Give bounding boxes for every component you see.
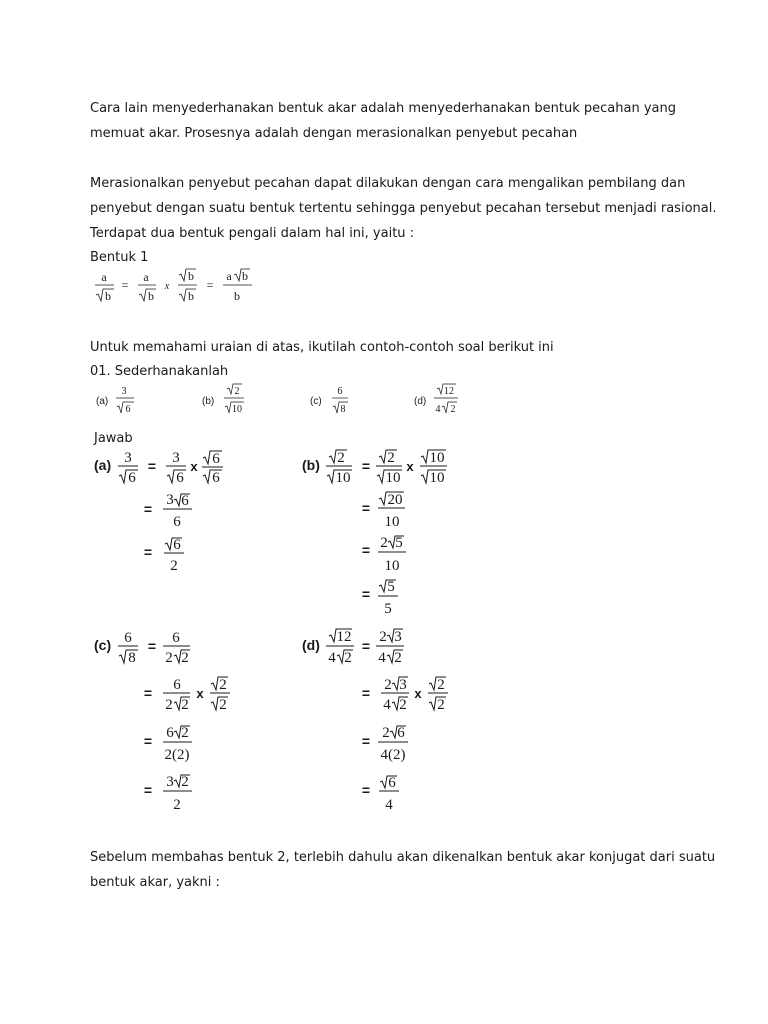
problem-b-den: 10 xyxy=(232,404,242,415)
ans-d-eq1: = xyxy=(361,638,371,654)
svg-text:6: 6 xyxy=(166,725,174,741)
closing-line-2: bentuk akar, yakni : xyxy=(90,875,220,890)
svg-text:2: 2 xyxy=(437,697,445,713)
f2-den-b: b xyxy=(148,289,154,303)
svg-text:2: 2 xyxy=(394,650,402,666)
svg-text:2: 2 xyxy=(399,697,407,713)
intro-paragraph xyxy=(90,96,690,146)
svg-text:6: 6 xyxy=(173,537,181,553)
ans-c-eq4: = xyxy=(143,782,153,798)
svg-text:4: 4 xyxy=(328,650,336,666)
svg-text:3: 3 xyxy=(166,774,174,790)
closing-line-1: Sebelum membahas bentuk 2, terlebih dahulu akan dikenalkan bentuk akar konjugat dari suatu xyxy=(90,850,716,865)
problem-a-den: 6 xyxy=(125,404,131,415)
ans-a-eq1: = xyxy=(147,458,157,474)
svg-text:2: 2 xyxy=(219,697,227,713)
svg-text:2: 2 xyxy=(382,725,390,741)
problem-c-num: 6 xyxy=(337,386,343,397)
svg-text:5: 5 xyxy=(387,579,395,595)
ans-a-times: x xyxy=(190,459,198,474)
ans-c-times: x xyxy=(196,686,204,701)
answers-heading: Jawab xyxy=(94,431,133,446)
ans-d-eq4: = xyxy=(361,782,371,798)
svg-text:3: 3 xyxy=(399,677,407,693)
ans-a-eq3: = xyxy=(143,544,153,560)
svg-text:2: 2 xyxy=(165,697,173,713)
ans-d-d3: 4(2) xyxy=(380,747,406,763)
svg-text:8: 8 xyxy=(128,650,136,666)
ans-a-d2: 6 xyxy=(173,514,181,530)
svg-text:6: 6 xyxy=(172,630,180,646)
worked-solutions xyxy=(90,446,470,826)
ans-d-label: (d) xyxy=(302,637,320,653)
ans-b-d4: 5 xyxy=(384,601,392,617)
bentuk1-heading: Bentuk 1 xyxy=(90,250,149,265)
ans-b-eq2: = xyxy=(361,500,371,516)
explanation-paragraph xyxy=(90,171,717,246)
svg-text:2: 2 xyxy=(387,450,395,466)
svg-text:12: 12 xyxy=(336,629,352,645)
closing-paragraph xyxy=(90,845,716,895)
ans-c-label: (c) xyxy=(94,637,112,653)
problems-row xyxy=(92,382,472,422)
ans-b-eq4: = xyxy=(361,586,371,602)
f2-num-a: a xyxy=(143,270,149,284)
svg-text:2: 2 xyxy=(437,677,445,693)
svg-text:6: 6 xyxy=(397,725,405,741)
svg-text:4: 4 xyxy=(383,697,391,713)
f1-eq-1: = xyxy=(121,278,129,292)
explanation-line-1: Merasionalkan penyebut pecahan dapat dilakukan dengan cara mengalikan pembilang dan xyxy=(90,176,686,191)
ans-d-eq2: = xyxy=(361,685,371,701)
problem-b-num: 2 xyxy=(234,386,240,397)
svg-text:10: 10 xyxy=(385,470,401,486)
svg-text:2: 2 xyxy=(337,450,345,466)
problem-d-label: (d) xyxy=(414,396,427,407)
svg-text:6: 6 xyxy=(212,470,220,486)
intro-line-2: memuat akar. Prosesnya adalah dengan merasionalkan penyebut pecahan xyxy=(90,126,578,141)
problem-d-den-rad: 2 xyxy=(450,404,456,415)
ans-a-d1: 6 xyxy=(128,470,136,486)
problem-a-label: (a) xyxy=(96,396,109,407)
svg-text:2: 2 xyxy=(379,629,387,645)
svg-text:20: 20 xyxy=(387,492,403,508)
ans-c-eq3: = xyxy=(143,733,153,749)
explanation-line-3: Terdapat dua bentuk pengali dalam hal ini, yaitu : xyxy=(90,226,415,241)
svg-text:2: 2 xyxy=(344,650,352,666)
examples-intro: Untuk memahami uraian di atas, ikutilah contoh-contoh soal berikut ini xyxy=(90,340,554,355)
svg-text:2: 2 xyxy=(181,725,189,741)
problem-d-den-coef: 4 xyxy=(435,404,441,415)
ans-b-d2: 10 xyxy=(384,514,400,530)
ans-d-eq3: = xyxy=(361,733,371,749)
f4-num-b: b xyxy=(242,269,248,283)
bentuk1-formula xyxy=(90,266,270,308)
ans-b-eq1: = xyxy=(361,458,371,474)
f1-times: x xyxy=(164,281,170,292)
svg-text:2: 2 xyxy=(181,650,189,666)
ans-c-eq2: = xyxy=(143,685,153,701)
f4-den-b: b xyxy=(234,289,240,303)
svg-text:6: 6 xyxy=(388,775,396,791)
svg-text:4: 4 xyxy=(378,650,386,666)
ans-c-d3: 2(2) xyxy=(164,747,190,763)
svg-text:6: 6 xyxy=(212,451,220,467)
problem-c-label: (c) xyxy=(310,396,322,407)
ans-b-times: x xyxy=(406,459,414,474)
ans-b-label: (b) xyxy=(302,457,320,473)
svg-text:10: 10 xyxy=(429,450,445,466)
f3-num-b: b xyxy=(188,269,194,283)
svg-text:2: 2 xyxy=(165,650,173,666)
ans-a-eq2: = xyxy=(143,501,153,517)
ans-b-d3: 10 xyxy=(384,558,400,574)
problem-c-den: 8 xyxy=(340,404,346,415)
explanation-line-2: penyebut dengan suatu bentuk tertentu sehingga penyebut pecahan tersebut menjadi rasional. xyxy=(90,201,717,216)
svg-text:2: 2 xyxy=(380,535,388,551)
ans-a-n2: 3 xyxy=(166,492,174,508)
f1-num-a: a xyxy=(101,270,107,284)
ans-c-eq1: = xyxy=(147,638,157,654)
svg-text:2: 2 xyxy=(181,774,189,790)
ans-a-d3: 2 xyxy=(170,558,178,574)
svg-text:10: 10 xyxy=(429,470,445,486)
svg-text:3: 3 xyxy=(172,450,180,466)
svg-text:6: 6 xyxy=(176,470,184,486)
ans-b-eq3: = xyxy=(361,542,371,558)
problem-d-num: 12 xyxy=(444,386,454,397)
ans-c-d4: 2 xyxy=(173,797,181,813)
f1-den-b: b xyxy=(105,289,111,303)
ans-a-n1: 3 xyxy=(124,450,132,466)
ans-d-times: x xyxy=(414,686,422,701)
f3-den-b: b xyxy=(188,289,194,303)
f1-eq-2: = xyxy=(206,278,214,292)
intro-line-1: Cara lain menyederhanakan bentuk akar adalah menyederhanakan bentuk pecahan yang xyxy=(90,101,676,116)
svg-text:6: 6 xyxy=(181,493,189,509)
svg-text:2: 2 xyxy=(181,697,189,713)
f4-num-a: a xyxy=(226,269,232,283)
svg-text:6: 6 xyxy=(173,677,181,693)
svg-text:10: 10 xyxy=(335,470,351,486)
problem-a-num: 3 xyxy=(121,386,127,397)
svg-text:6: 6 xyxy=(124,630,132,646)
examples-question: 01. Sederhanakanlah xyxy=(90,364,229,379)
svg-text:2: 2 xyxy=(219,677,227,693)
ans-a-label: (a) xyxy=(94,457,112,473)
svg-text:3: 3 xyxy=(394,629,402,645)
ans-d-d4: 4 xyxy=(385,797,393,813)
svg-text:2: 2 xyxy=(384,677,392,693)
problem-b-label: (b) xyxy=(202,396,215,407)
svg-text:5: 5 xyxy=(395,535,403,551)
